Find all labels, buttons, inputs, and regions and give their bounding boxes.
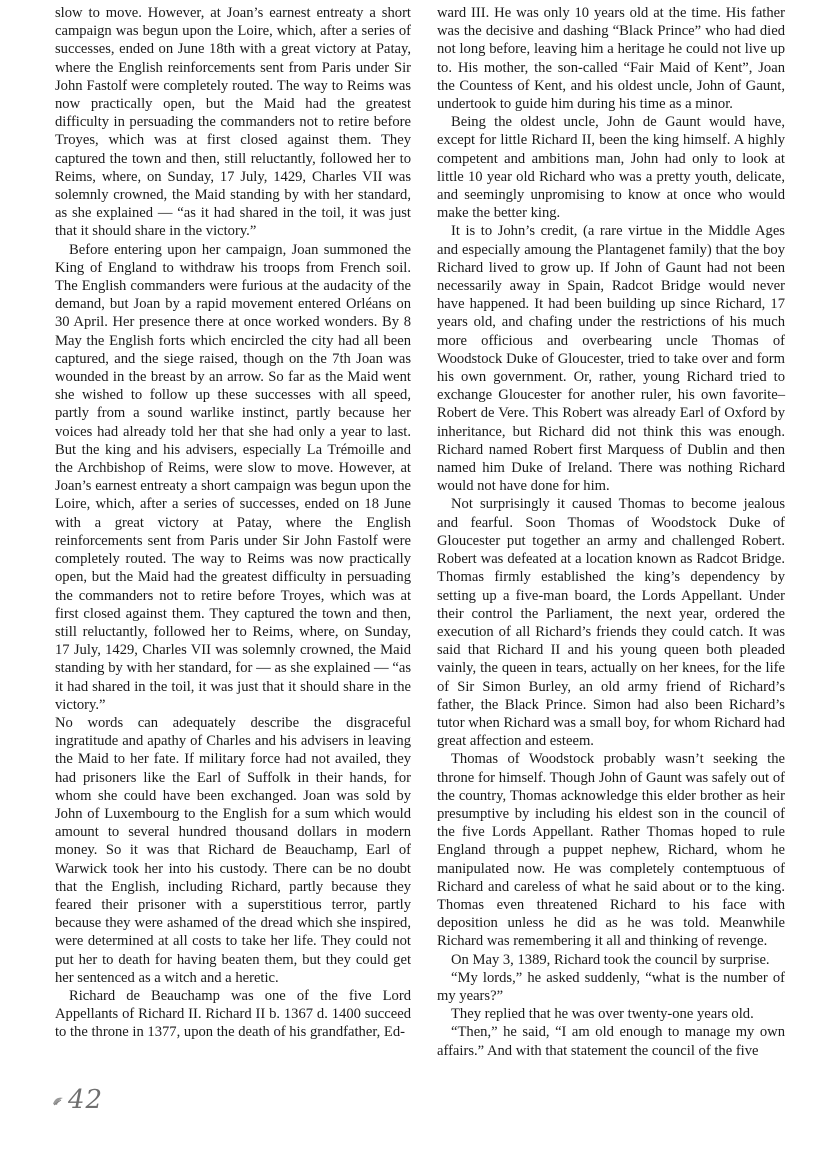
page-number: 42 — [68, 1085, 104, 1115]
paragraph: They replied that he was over twenty-one years old. — [451, 1006, 754, 1023]
paragraph: slow to move. However, at Joan’s earnest entreaty a short campaign was begun upon the Loire, which, after a series of successes, ended on June 18th with a great victory at Patay, where the English reinforcements sent from Paris under Sir John Fastolf were completely routed. The way to Reims was now practically open, but the Maid had the greatest difficulty in persuading the commanders not to retire before Troyes, which was at first closed against them. They captured the town and then, still reluctantly, followed her to Reims, where, on Sunday, 17 July, 1429, Charles VII was solemnly crowned, the Maid standing by with her standard, as she explained — “as it had shared in the toil, it was just that it should share in the victory.” — [55, 5, 411, 240]
paragraph: Not surprisingly it caused Thomas to become jealous and fearful. Soon Thomas of Woodstock Duke of Gloucester put together an army and challenged Robert. Robert was defeated at a location known as Radcot Bridge. Thomas firmly established the king’s dependency by setting up a five-man board, the Lords Appellant. Under their control the Parliament, the next year, ordered the execution of all Richard’s friends they could catch. It was said that Richard II and his young queen both pleaded vainly, the queen in tears, actually on her knees, for the life of Sir Simon Burley, an old army friend of Richard’s father, the Black Prince. Simon had also been Richard’s tutor when Richard was a small boy, for whom Richard had great affection and esteem. — [437, 496, 786, 750]
page-folio — [52, 1085, 103, 1115]
paragraph: “My lords,” he asked suddenly, “what is the number of my years?” — [437, 969, 785, 1004]
paragraph: It is to John’s credit, (a rare virtue in the Middle Ages and especially amoung the Plantagenet family) that the boy Richard lived to grow up. If John of Gaunt had not been necessarily away in Spain, Radcot Bridge would never have happened. It had been building up since Richard, 17 years old, and chafing under the restrictions of his much more officious and overbearing uncle Thomas of Woodstock Duke of Gloucester, tried to take over and form his own government. Or, rather, young Richard tried to exchange Gloucester for another ruler, his own favorite–Robert de Vere. This Robert was already Earl of Oxford by inheritance, but Richard did not think this was enough. Richard named Robert first Marquess of Dublin and then named him Duke of Ireland. There was nothing Richard would not have done for him. — [437, 223, 785, 495]
paragraph: Being the oldest uncle, John de Gaunt would have, except for little Richard II, been the king himself. A highly competent and ambitions man, John had only to look at little 10 year old Richard who was a pretty youth, delicate, and seemingly unpromising to know at once who would make the better king. — [437, 114, 785, 222]
paragraph: “Then,” he said, “I am old enough to manage my own affairs.” And with that statement the council of the five — [437, 1024, 785, 1059]
right-column — [437, 4, 785, 1060]
paragraph: No words can adequately describe the disgraceful ingratitude and apathy of Charles and his advisers in leaving the Maid to her fate. If military force had not availed, they had prisoners like the Earl of Suffolk in their hands, for whom she could have been exchanged. Joan was sold by John of Luxembourg to the English for a sum which would amount to several hundred thousand dollars in modern money. So it was that Richard de Beauchamp, Earl of Warwick took her into his custody. There can be no doubt that the English, including Richard, partly because they feared their prisoner with a superstitious terror, partly because they were ashamed of the dread which she inspired, were determined at all costs to take her life. They could not put her to death for having beaten them, but they could get her sentenced as a witch and a heretic. — [55, 714, 411, 986]
paragraph: Richard de Beauchamp was one of the five Lord Appellants of Richard II. Richard II b. 1367 d. 1400 succeed to the throne in 1377, upon the death of his grandfather, Ed- — [55, 987, 411, 1041]
paragraph: On May 3, 1389, Richard took the council by surprise. — [451, 951, 770, 968]
paragraph: Thomas of Woodstock probably wasn’t seeking the throne for himself. Though John of Gaunt was safely out of the country, Thomas acknowledge this elder brother as heir presumptive by including his eldest son in the council of the five Lords Appellant. Rather Thomas hoped to rule England through a puppet nephew, Richard, whom he manipulated now. He was completely contemptuous of Richard and careless of what he said about or to the king. Thomas even threatened Richard to his face with deposition unless he did as he was told. Meanwhile Richard was remembering it all and thinking of revenge. — [437, 751, 785, 950]
paragraph: Before entering upon her campaign, Joan summoned the King of England to withdraw his troops from French soil. The English commanders were furious at the audacity of the demand, but Joan by a rapid movement entered Orléans on 30 April. Her presence there at once worked wonders. By 8 May the English forts which encircled the city had all been captured, and the siege raised, though on the 7th Joan was wounded in the breast by an arrow. So far as the Maid went she wished to follow up these successes with all speed, partly from a sound warlike instinct, partly because her voices had already told her that she had only a year to last. But the king and his advisers, especially La Trémoille and the Archbishop of Reims, were slow to move. However, at Joan’s earnest entreaty a short campaign was begun upon the Loire, which, after a series of successes, ended on 18 June with a great victory at Patay, where the English reinforcements sent from Paris under Sir John Fastolf were completely routed. The way to Reims was now practically open, but the Maid had the greatest difficulty in persuading the commanders not to retire before Troyes, which was at first closed against them. They captured the town and then, still reluctantly, followed her to Reims, where, on Sunday, 17 July, 1429, Charles VII was solemnly crowned, the Maid standing by with her standard, for — as she explained — “as it had shared in the toil, it was just that it should share in the victory.” — [55, 241, 411, 713]
left-column — [55, 4, 411, 1042]
page-ornament-icon — [52, 1094, 64, 1106]
paragraph: ward III. He was only 10 years old at the time. His father was the decisive and dashing “Black Prince” who had died not long before, leaving him a heritage he could not live up to. His mother, the son-called “Fair Maid of Kent”, Joan the Countess of Kent, and his oldest uncle, John of Gaunt, undertook to guide him during his time as a minor. — [437, 5, 785, 113]
